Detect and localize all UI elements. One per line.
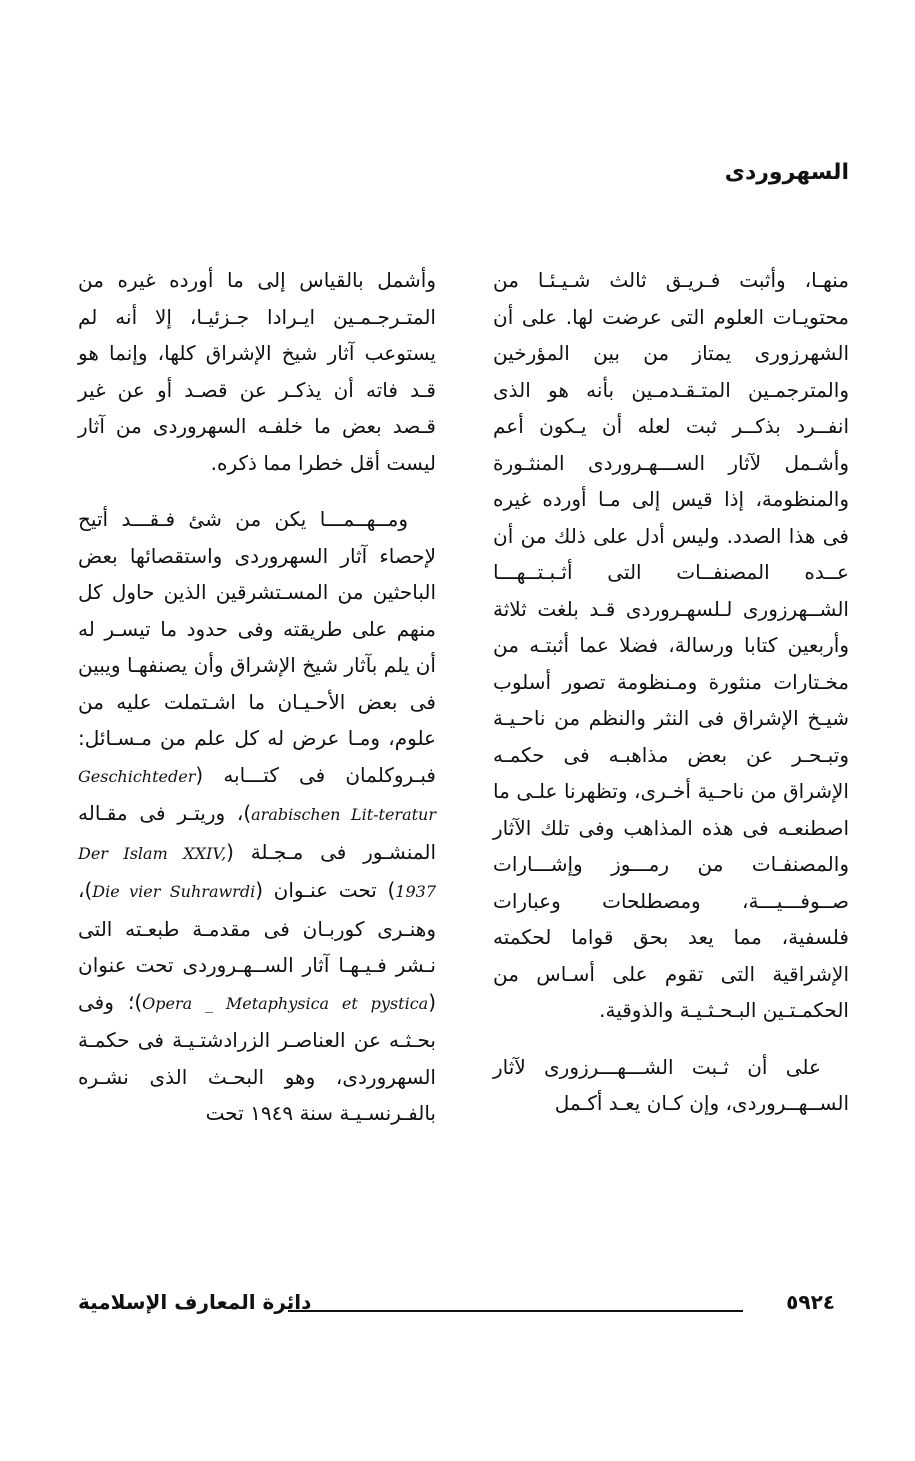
page-footer xyxy=(78,1290,835,1320)
left-column xyxy=(78,262,436,1132)
paragraph-text: على أن ثـبت الشـــهـــرزورى لآثار الســهــروردى، وإن كـان يعـد أكـمل xyxy=(493,1054,849,1115)
paragraph-text: )، وريتـر فى مقـاله المنشـور فى مـجـلة ( xyxy=(78,801,437,864)
paragraph xyxy=(78,501,436,1132)
paragraph-text: )، وهنـرى كوربـان فى مقدمـة طبعـته التى نـشر فـيـهـا آثار الســهـروردى تحت عنوان ( xyxy=(78,878,436,1014)
paragraph: منهـا، وأثبت فـريـق ثالث شـيـئـا من محتويـات العلوم التى عرضت لها. على أن الشهرزورى يمتاز من بين المؤرخين والمترجمـين المتـقـدمـين بأنه هو الذى انفــرد بذكــر ثبت لعله أن يـكون أعم وأشـمل لآثار الســـهـروردى المنثـورة والمنظومة، إذا قيس إلى مـا أورده غيره فى هذا الصدد. وليس أدل على ذلك من أن عــده المصنفــات التى أثـبـتــهـــا الشــهرزورى لـلسهـروردى قـد بلغت ثلاثة وأربعين كتابا ورسالة، فضلا عما أثبتـه من مخـتارات منثورة ومـنظومة تصور أسلوب شيـخ الإشراق فى النثر والنظم من ناحـيـة وتبـحـر عن بعض مذاهبـه فى حكمـه الإشراق من ناحـية أخـرى، وتظهرنا علـى ما اصطنعـه فى هذه المذاهب وفى تلك الآثار والمصنفـات من رمـــوز وإشـــارات صــوفـــيـــة، ومصطلحات وعبارات فلسفية، مما يعد بحق قواما لحكمته الإشراقية التى تقوم على أسـاس من الحكمـتـين البـحـثـيـة والذوقية. xyxy=(493,268,849,1022)
paragraph xyxy=(493,1049,849,1122)
paragraph-text: )؛ وفى بحـثـه عن العناصـر الزرادشتـيـة فى حكمـة السهروردى، وهو البحـث الذى نشـره بالفـرنسـيـة سنة ١٩٤٩ تحت xyxy=(78,989,436,1125)
running-head-title: السهروردى xyxy=(724,160,849,185)
footer-publication-title: دائرة المعارف الإسلامية xyxy=(78,1290,312,1314)
latin-citation: Geschichteder arabischen Lit-teratur xyxy=(78,766,436,824)
paragraph-text: ) تحت عنـوان ( xyxy=(255,878,396,902)
right-column xyxy=(493,262,849,1122)
latin-citation: Opera _ Metaphysica et pystica xyxy=(142,993,429,1013)
latin-citation: Die vier Suhrawrdi xyxy=(92,882,256,901)
latin-citation: Der Islam XXIV, 1937 xyxy=(78,843,436,901)
page-number: ٥٩٢٤ xyxy=(786,1290,835,1314)
paragraph: وأشمل بالقياس إلى ما أورده غيره من المتـرجـمـين ايـرادا جـزئيـا، إلا أنه لم يستوعب آثار شيخ الإشراق كلها، وإنما هو قـد فاته أن يذكـر عن قصـد أو عن غير قـصد بعض ما خلفـه السهروردى من آثار ليست أقل خطرا مما ذكره. xyxy=(78,268,436,475)
paragraph-text: ومــهــمـــا يكن من شئ فـقـــد أتيح لإحصاء آثار السهروردى واستقصائها بعض الباحثين من المسـتشرقين الذين حاول كل منهم على طريقته وفى حدود ما تيسـر له أن يلم بآثار شيخ الإشراق وأن يصنفهـا ويبين فى بعض الأحـيـان ما اشـتملت عليه من علوم، ومـا عرض له كل علم من مـسـائل: فبـروكلمان فى كتـــابه ( xyxy=(78,507,436,787)
footer-divider xyxy=(288,1310,743,1312)
